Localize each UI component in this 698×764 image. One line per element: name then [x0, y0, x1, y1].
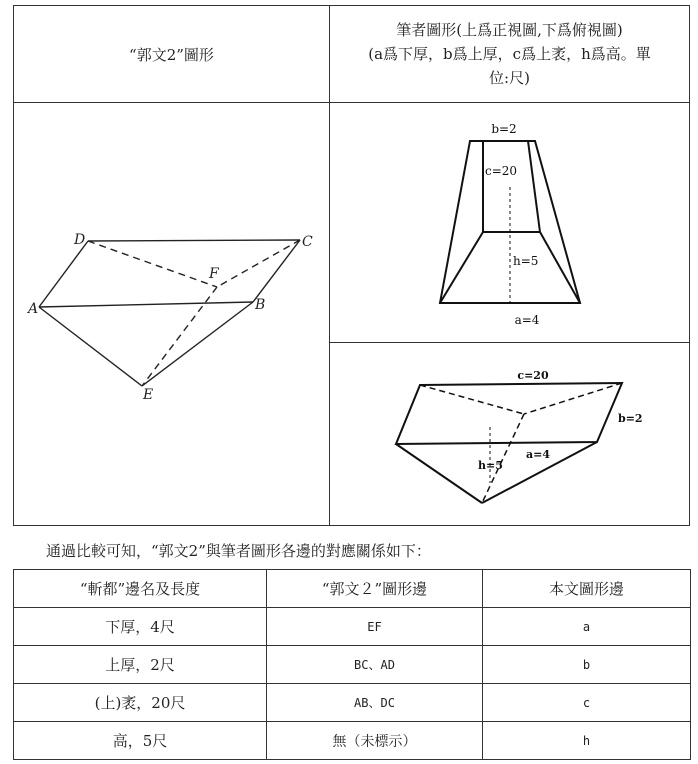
table-row	[14, 684, 691, 722]
top-label-h: h=5	[478, 459, 503, 472]
front-label-b: b=2	[491, 122, 517, 136]
comparison-sentence: 通過比較可知，“郭文2”與筆者圖形各邊的對應關係如下：	[46, 542, 431, 560]
cell-author: c	[483, 684, 691, 722]
figure-comparison-table	[13, 5, 690, 526]
front-inner-quad	[483, 141, 540, 232]
edge-be	[142, 302, 253, 386]
edge-ab	[39, 302, 253, 307]
cell-zhandu: (上)袤，20尺	[14, 684, 267, 722]
edge-ad	[39, 241, 88, 307]
table-row	[14, 646, 691, 684]
top-dash-right	[524, 383, 622, 414]
top-view-drawing	[330, 343, 689, 525]
edge-dc	[88, 240, 300, 241]
front-label-c: c=20	[485, 164, 518, 178]
guo-figure	[14, 103, 330, 525]
cell-guo: AB、DC	[267, 684, 483, 722]
guo-figure-header-text: “郭文2”圖形	[129, 45, 214, 64]
vertex-label-c: C	[302, 234, 313, 250]
vertex-label-d: D	[74, 232, 86, 248]
front-label-h: h=5	[513, 254, 539, 268]
top-label-b: b=2	[618, 412, 643, 425]
author-figure-header-line3: 位:尺)	[489, 69, 530, 87]
front-view-figure	[330, 103, 689, 343]
edge-ef	[142, 287, 217, 386]
cell-author: h	[483, 722, 691, 760]
top-outer-parallelogram	[396, 383, 622, 444]
front-label-a: a=4	[514, 313, 540, 327]
cell-zhandu: 高，5尺	[14, 722, 267, 760]
top-label-c: c=20	[517, 369, 549, 382]
guo-figure-header	[14, 6, 330, 103]
vertex-label-a: A	[28, 301, 39, 317]
top-view-figure	[330, 343, 689, 525]
cell-guo: 無（未標示）	[267, 722, 483, 760]
edge-df	[88, 241, 217, 287]
top-left-lower	[396, 444, 482, 503]
vertex-label-e: E	[143, 387, 154, 403]
header-author-edge: 本文圖形邊	[483, 570, 691, 608]
author-figure-header	[330, 6, 689, 103]
table-header-row	[14, 570, 691, 608]
top-dash-left	[420, 385, 524, 414]
edge-bc	[253, 240, 300, 302]
cell-zhandu: 下厚，4尺	[14, 608, 267, 646]
edge-mapping-table	[13, 569, 691, 760]
vertex-label-f: F	[209, 266, 219, 282]
edge-cf	[217, 240, 300, 287]
front-right-slant	[540, 232, 580, 303]
cell-guo: EF	[267, 608, 483, 646]
cell-author: b	[483, 646, 691, 684]
guo-figure-drawing	[14, 103, 330, 525]
edge-ae	[39, 307, 142, 386]
cell-guo: BC、AD	[267, 646, 483, 684]
header-guo-edge: “郭文２”圖形邊	[267, 570, 483, 608]
author-figure-header-line2: (a爲下厚，b爲上厚，c爲上袤，h爲高。單	[368, 45, 651, 63]
vertex-label-b: B	[255, 297, 266, 313]
top-label-a: a=4	[526, 448, 550, 461]
table-row	[14, 722, 691, 760]
front-view-drawing	[330, 103, 689, 343]
table-row	[14, 608, 691, 646]
cell-zhandu: 上厚，2尺	[14, 646, 267, 684]
cell-author: a	[483, 608, 691, 646]
author-figure-header-line1: 筆者圖形(上爲正視圖,下爲俯視圖)	[396, 21, 623, 39]
header-zhandu-edge: “斬都”邊名及長度	[14, 570, 267, 608]
